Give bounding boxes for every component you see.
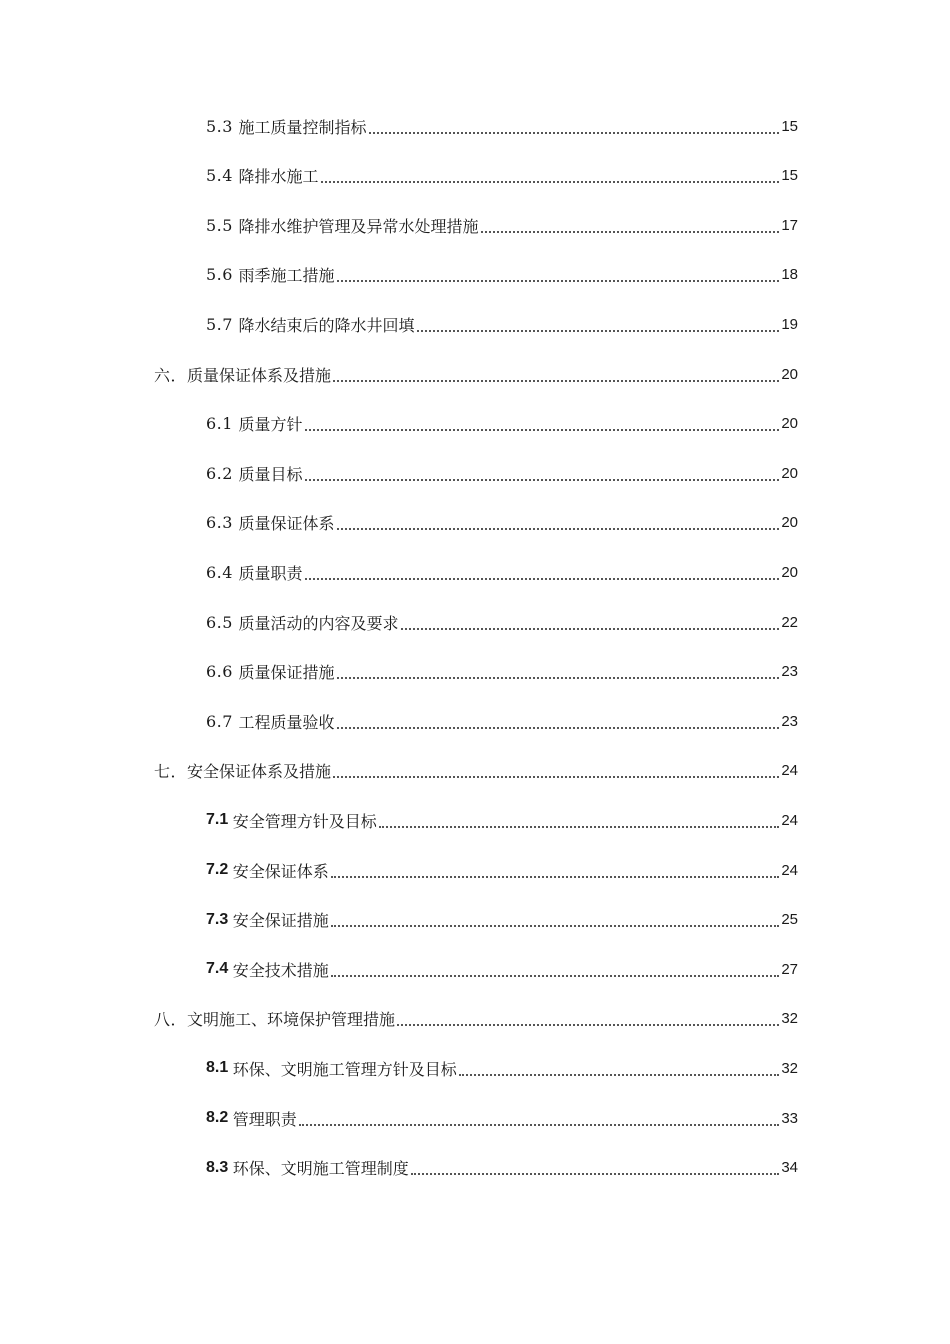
toc-entry-page-number: 20: [781, 415, 798, 433]
dot-leader: [321, 180, 780, 183]
toc-entry-page-number: 20: [781, 563, 798, 581]
dot-leader: [331, 974, 780, 977]
toc-entry-number: 6.3: [206, 513, 239, 533]
toc-entry-page-number: 15: [781, 167, 798, 185]
toc-entry-number: 8.2: [206, 1109, 233, 1126]
toc-entry-page-number: 23: [781, 663, 798, 681]
toc-entry-title: 雨季施工措施: [238, 266, 335, 286]
toc-entry-number: 5.5: [206, 215, 239, 235]
toc-entry-page-number: 24: [781, 861, 798, 879]
toc-entry-page-number: 24: [781, 762, 798, 780]
toc-entry-title: 质量保证体系: [238, 514, 335, 534]
toc-entry-page-number: 20: [781, 365, 798, 383]
dot-leader: [417, 329, 780, 332]
toc-entry-title: 降排水施工: [238, 167, 319, 187]
toc-entry-number: 7.2: [206, 861, 233, 878]
dot-leader: [305, 428, 780, 431]
dot-leader: [333, 775, 779, 778]
toc-entry-number: 八．: [154, 1010, 188, 1030]
toc-entry-page-number: 20: [781, 464, 798, 482]
dot-leader: [305, 577, 780, 580]
toc-entry-page-number: 18: [781, 266, 798, 284]
dot-leader: [459, 1073, 780, 1076]
toc-entry-page-number: 33: [781, 1109, 798, 1127]
toc-entry-title: 施工质量控制指标: [238, 117, 367, 137]
toc-entry-title: 安全保证体系及措施: [187, 762, 332, 782]
toc-entry[interactable]: [206, 162, 798, 190]
toc-entry[interactable]: [206, 410, 798, 438]
toc-entry-number: 6.5: [206, 612, 239, 632]
dot-leader: [337, 279, 780, 282]
toc-entry[interactable]: [206, 707, 798, 735]
toc-entry-title: 质量目标: [238, 464, 303, 484]
toc-entry-page-number: 19: [781, 315, 798, 333]
toc-entry-number: 7.1: [206, 811, 233, 829]
toc-entry-page-number: 32: [781, 1059, 798, 1077]
dot-leader: [333, 379, 779, 382]
toc-entry-page-number: 24: [781, 811, 798, 829]
dot-leader: [397, 1023, 779, 1026]
toc-entry[interactable]: [206, 112, 798, 140]
toc-entry[interactable]: [206, 211, 798, 239]
toc-entry[interactable]: [206, 310, 798, 338]
toc-entry-number: 7.4: [206, 960, 233, 978]
toc-entry[interactable]: [206, 1054, 798, 1082]
dot-leader: [379, 825, 780, 828]
toc-entry-number: 6.2: [206, 463, 239, 483]
dot-leader: [369, 131, 780, 134]
toc-entry[interactable]: [154, 360, 798, 388]
toc-entry[interactable]: [206, 1104, 798, 1132]
dot-leader: [337, 527, 780, 530]
toc-entry[interactable]: [206, 856, 798, 884]
toc-entry-title: 工程质量验收: [238, 712, 335, 732]
toc-entry-page-number: 20: [781, 514, 798, 532]
toc-entry[interactable]: [206, 509, 798, 537]
dot-leader: [401, 627, 780, 630]
toc-entry[interactable]: [206, 906, 798, 934]
toc-entry-title: 质量保证体系及措施: [187, 365, 332, 385]
toc-entry-page-number: 15: [781, 117, 798, 135]
toc-entry[interactable]: [206, 806, 798, 834]
toc-entry-page-number: 34: [781, 1159, 798, 1177]
toc-entry-number: 8.1: [206, 1059, 233, 1077]
toc-entry-page-number: 23: [781, 712, 798, 730]
toc-entry-page-number: 27: [781, 960, 798, 978]
toc-entry-page-number: 17: [781, 216, 798, 234]
toc-entry-number: 7.3: [206, 910, 233, 928]
toc-entry-title: 文明施工、环境保护管理措施: [187, 1010, 396, 1030]
toc-entry-number: 6.4: [206, 562, 239, 582]
dot-leader: [299, 1123, 780, 1126]
dot-leader: [411, 1172, 780, 1175]
toc-entry[interactable]: [206, 608, 798, 636]
toc-entry-number: 六．: [154, 365, 188, 385]
toc-entry-number: 5.3: [206, 116, 239, 136]
toc-entry-title: 降水结束后的降水井回填: [238, 315, 415, 335]
toc-entry[interactable]: [206, 261, 798, 289]
toc-entry-number: 七．: [154, 762, 188, 782]
toc-entry-title: 安全保证措施: [232, 911, 329, 931]
toc-entry-title: 安全保证体系: [232, 861, 329, 881]
toc-entry-number: 6.1: [206, 414, 239, 434]
toc-entry-title: 安全管理方针及目标: [232, 811, 377, 831]
toc-entry-title: 管理职责: [232, 1109, 297, 1129]
toc-entry-number: 8.3: [206, 1158, 233, 1176]
dot-leader: [337, 676, 780, 679]
toc-entry[interactable]: [206, 558, 798, 586]
toc-entry-title: 降排水维护管理及异常水处理措施: [238, 216, 479, 236]
toc-entry[interactable]: [206, 459, 798, 487]
dot-leader: [337, 726, 780, 729]
toc-entry[interactable]: [206, 658, 798, 686]
dot-leader: [331, 875, 780, 878]
toc-entry-title: 质量方针: [238, 415, 303, 435]
toc-entry-title: 安全技术措施: [232, 960, 329, 980]
toc-entry-page-number: 25: [781, 911, 798, 929]
toc-entry-title: 环保、文明施工管理方针及目标: [232, 1059, 457, 1079]
toc-entry-number: 5.4: [206, 166, 239, 186]
toc-entry-title: 质量保证措施: [238, 663, 335, 683]
dot-leader: [331, 924, 780, 927]
toc-entry-number: 5.7: [206, 314, 239, 334]
toc-entry[interactable]: [206, 955, 798, 983]
dot-leader: [305, 478, 780, 481]
toc-entry-number: 5.6: [206, 265, 239, 285]
toc-entry-page-number: 22: [781, 613, 798, 631]
toc-entry[interactable]: [154, 1005, 798, 1033]
toc-entry-title: 环保、文明施工管理制度: [232, 1159, 409, 1179]
toc-entry[interactable]: [154, 757, 798, 785]
toc-entry[interactable]: [206, 1154, 798, 1182]
dot-leader: [481, 230, 780, 233]
toc-entry-page-number: 32: [781, 1010, 798, 1028]
toc-entry-title: 质量职责: [238, 563, 303, 583]
toc-entry-number: 6.6: [206, 662, 239, 682]
toc-entry-title: 质量活动的内容及要求: [238, 613, 399, 633]
toc-entry-number: 6.7: [206, 711, 239, 731]
